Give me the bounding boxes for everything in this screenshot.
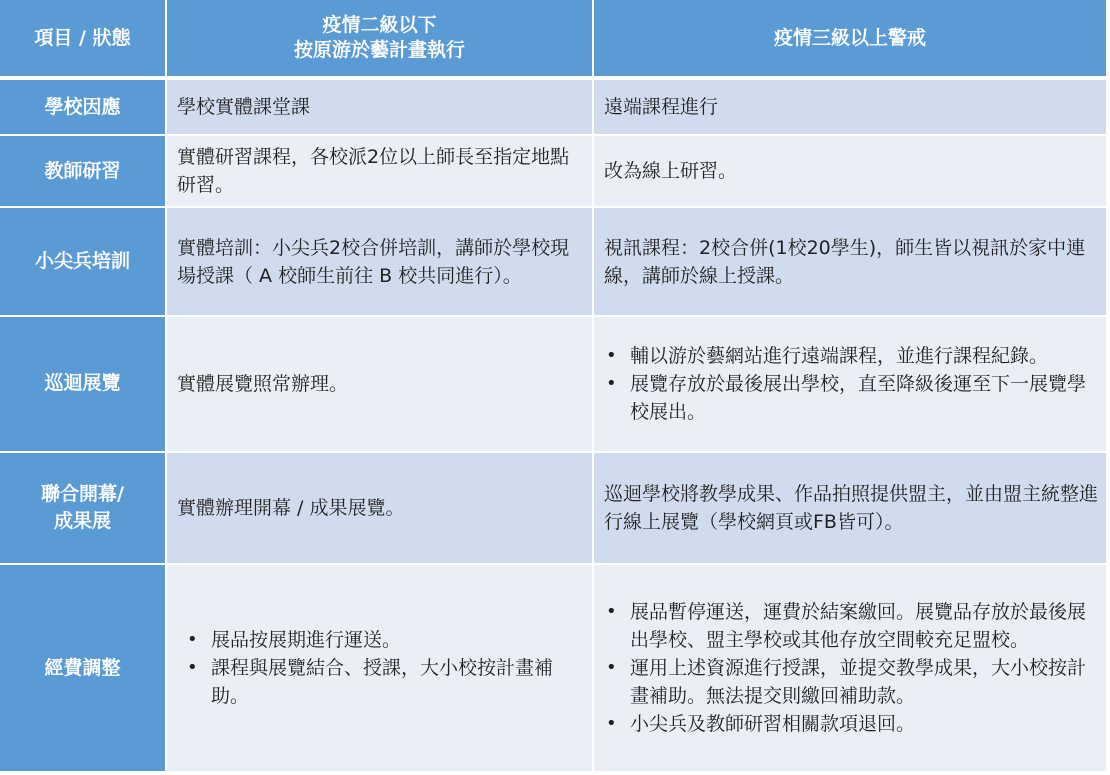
table-row: [0, 80, 1108, 136]
level3-cell: [594, 80, 1108, 136]
row-label-text: 學校因應: [44, 95, 121, 118]
row-label: [0, 565, 167, 773]
row-label-line1: 聯合開幕/: [41, 483, 124, 506]
level2-bullet-list: [177, 626, 584, 710]
bullet-item: • 運用上述資源進行授課，並提交教學成果，大小校按計畫補助。無法提交則繳回補助款。: [604, 654, 1098, 710]
level3-bullet-list: [604, 598, 1098, 738]
table-row: [0, 136, 1108, 208]
level3-cell: [594, 136, 1108, 208]
table-row: [0, 565, 1108, 773]
row-label-text: 經費調整: [44, 656, 121, 679]
level3-cell: [594, 453, 1108, 565]
header-level2-line1: 疫情二級以下: [322, 14, 437, 36]
level3-bullet-list: [604, 342, 1098, 426]
level2-cell: [167, 317, 594, 453]
level2-cell: [167, 208, 594, 316]
level2-text: 學校實體課堂課: [177, 96, 311, 119]
row-label-text: 巡迴展覽: [44, 372, 121, 395]
level3-cell: [594, 317, 1108, 453]
bullet-item: • 小尖兵及教師研習相關款項退回。: [604, 710, 1098, 738]
row-label: [0, 453, 167, 565]
level3-text: 改為線上研習。: [604, 160, 738, 183]
level2-cell: [167, 565, 594, 773]
level2-text: 實體展覽照常辦理。: [177, 372, 349, 395]
level2-cell: [167, 136, 594, 208]
level2-text: 實體辦理開幕 / 成果展覽。: [177, 497, 405, 520]
level3-cell: [594, 208, 1108, 316]
level2-cell: [167, 80, 594, 136]
table-row: [0, 317, 1108, 453]
header-level2-line2: 按原游於藝計畫執行: [293, 39, 465, 61]
bullet-item: • 輔以游於藝網站進行遠端課程，並進行課程紀錄。: [604, 342, 1098, 370]
table-row: [0, 453, 1108, 565]
level3-text: 巡迴學校將教學成果、作品拍照提供盟主，並由盟主統整進行線上展覽（學校網頁或FB皆可）。: [604, 483, 1099, 534]
bullet-item: • 展品按展期進行運送。: [185, 626, 584, 654]
row-label-text: 教師研習: [44, 159, 121, 182]
header-level3: [594, 0, 1108, 80]
level2-cell: [167, 453, 594, 565]
header-item-status-text: 項目 / 狀態: [34, 26, 131, 49]
level3-cell: [594, 565, 1108, 773]
table-row: [0, 208, 1108, 316]
header-level2: [167, 0, 594, 80]
level3-text: 遠端課程進行: [604, 96, 719, 119]
bullet-item: • 展品暫停運送，運費於結案繳回。展覽品存放於最後展出學校、盟主學校或其他存放空間較充足盟校。: [604, 598, 1098, 654]
row-label-line2: 成果展: [53, 510, 111, 533]
row-label-text: 小尖兵培訓: [34, 250, 130, 273]
row-label: [0, 208, 167, 316]
level3-text: 視訊課程：2校合併(1校20學生)，師生皆以視訊於家中連線，講師於線上授課。: [604, 236, 1086, 287]
row-label: [0, 80, 167, 136]
header-level3-text: 疫情三級以上警戒: [773, 26, 926, 49]
level2-text: 實體研習課程，各校派2位以上師長至指定地點研習。: [177, 146, 570, 197]
bullet-item: • 課程與展覽結合、授課，大小校按計畫補助。: [185, 654, 584, 710]
header-row: [0, 0, 1108, 80]
bullet-item: • 展覽存放於最後展出學校，直至降級後運至下一展覽學校展出。: [604, 370, 1098, 426]
row-label: [0, 136, 167, 208]
level2-text: 實體培訓：小尖兵2校合併培訓，講師於學校現場授課（ A 校師生前往 B 校共同進行）。: [177, 236, 570, 287]
header-item-status: [0, 0, 167, 80]
row-label: [0, 317, 167, 453]
